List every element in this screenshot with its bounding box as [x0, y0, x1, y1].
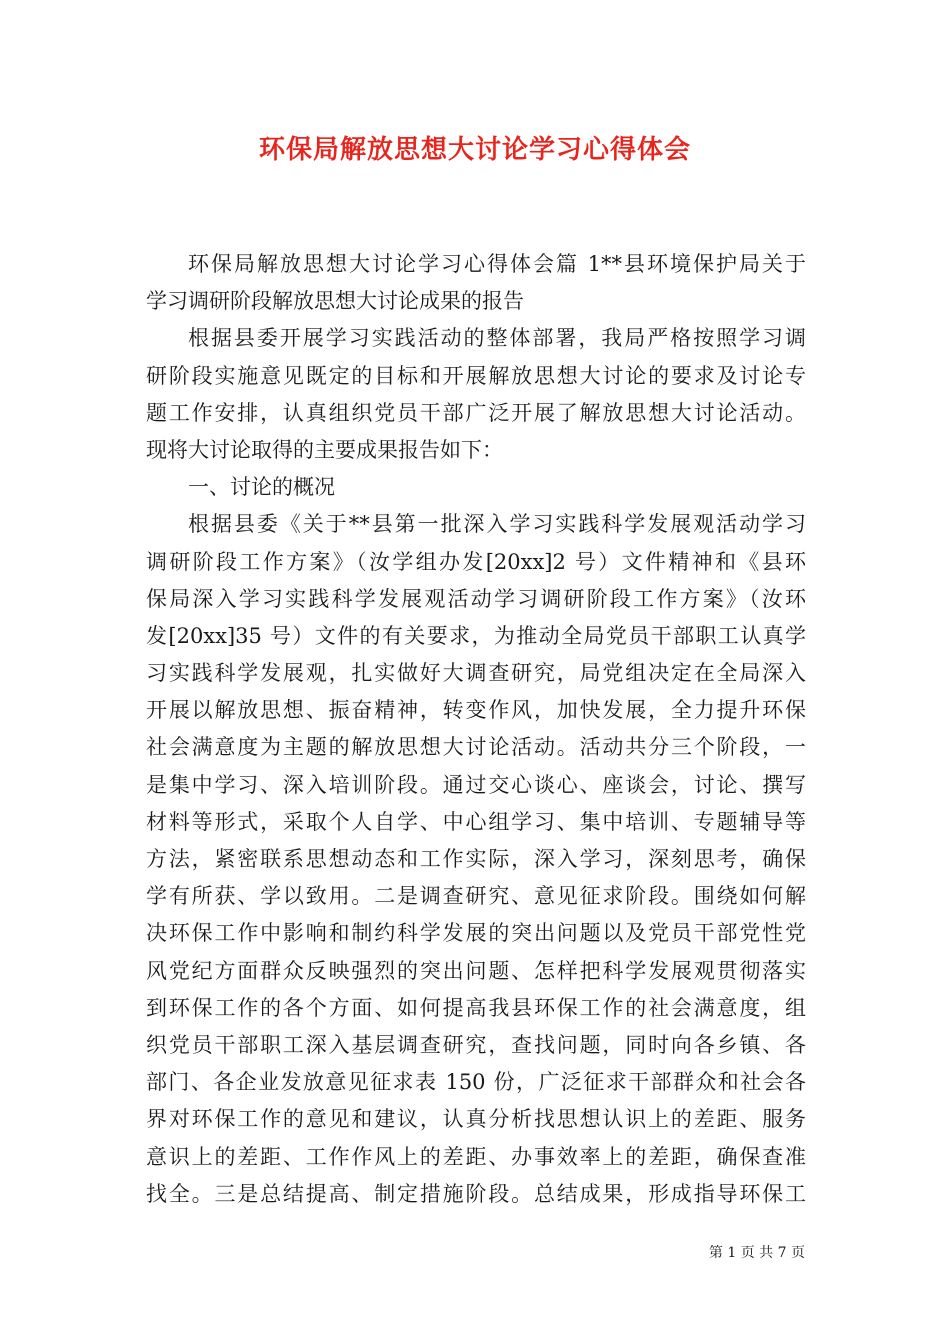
text-line: 学有所获、学以致用。二是调查研究、意见征求阶段。围绕如何解	[146, 884, 806, 909]
text-line: 意识上的差距、工作作风上的差距、办事效率上的差距，确保查准	[146, 1144, 806, 1169]
text-line: 开展以解放思想、振奋精神，转变作风，加快发展，全力提升环保	[146, 698, 806, 723]
text-line: 找全。三是总结提高、制定措施阶段。总结成果，形成指导环保工	[146, 1181, 806, 1206]
text-line: 部门、各企业发放意见征求表 150 份，广泛征求干部群众和社会各	[146, 1070, 806, 1095]
text-line: 环保局解放思想大讨论学习心得体会篇 1**县环境保护局关于	[188, 252, 806, 276]
text-line: 研阶段实施意见既定的目标和开展解放思想大讨论的要求及讨论专	[146, 363, 806, 388]
text-line: 保局深入学习实践科学发展观活动学习调研阶段工作方案》（汝环	[146, 586, 806, 611]
text-line: 是集中学习、深入培训阶段。通过交心谈心、座谈会，讨论、撰写	[146, 772, 806, 797]
page-number: 第 1 页 共 7 页	[708, 1245, 805, 1261]
text-line: 界对环保工作的意见和建议，认真分析找思想认识上的差距、服务	[146, 1107, 806, 1132]
text-line: 织党员干部职工深入基层调查研究，查找问题，同时向各乡镇、各	[146, 1032, 806, 1057]
text-line: 决环保工作中影响和制约科学发展的突出问题以及党员干部党性党	[146, 921, 806, 946]
text-line: 社会满意度为主题的解放思想大讨论活动。活动共分三个阶段，一	[146, 735, 806, 760]
text-line: 习实践科学发展观，扎实做好大调查研究，局党组决定在全局深入	[146, 661, 806, 686]
text-line: 学习调研阶段解放思想大讨论成果的报告	[146, 289, 524, 314]
text-line: 现将大讨论取得的主要成果报告如下：	[146, 437, 503, 462]
text-line: 题工作安排，认真组织党员干部广泛开展了解放思想大讨论活动。	[146, 400, 806, 425]
text-line: 调研阶段工作方案》（汝学组办发[20xx]2 号）文件精神和《县环	[146, 549, 806, 574]
text-line: 材料等形式，采取个人自学、中心组学习、集中培训、专题辅导等	[146, 809, 806, 834]
text-line: 一、讨论的概况	[188, 475, 335, 500]
text-line: 方法，紧密联系思想动态和工作实际，深入学习，深刻思考，确保	[146, 847, 806, 871]
text-line: 发[20xx]35 号）文件的有关要求，为推动全局党员干部职工认真学	[146, 623, 806, 648]
document-body	[146, 246, 806, 1213]
text-line: 根据县委开展学习实践活动的整体部署，我局严格按照学习调	[188, 326, 806, 351]
text-line: 到环保工作的各个方面、如何提高我县环保工作的社会满意度，组	[146, 995, 806, 1020]
text-line: 风党纪方面群众反映强烈的突出问题、怎样把科学发展观贯彻落实	[146, 958, 806, 983]
text-line: 根据县委《关于**县第一批深入学习实践科学发展观活动学习	[188, 512, 806, 537]
document-title: 环保局解放思想大讨论学习心得体会	[258, 135, 691, 165]
